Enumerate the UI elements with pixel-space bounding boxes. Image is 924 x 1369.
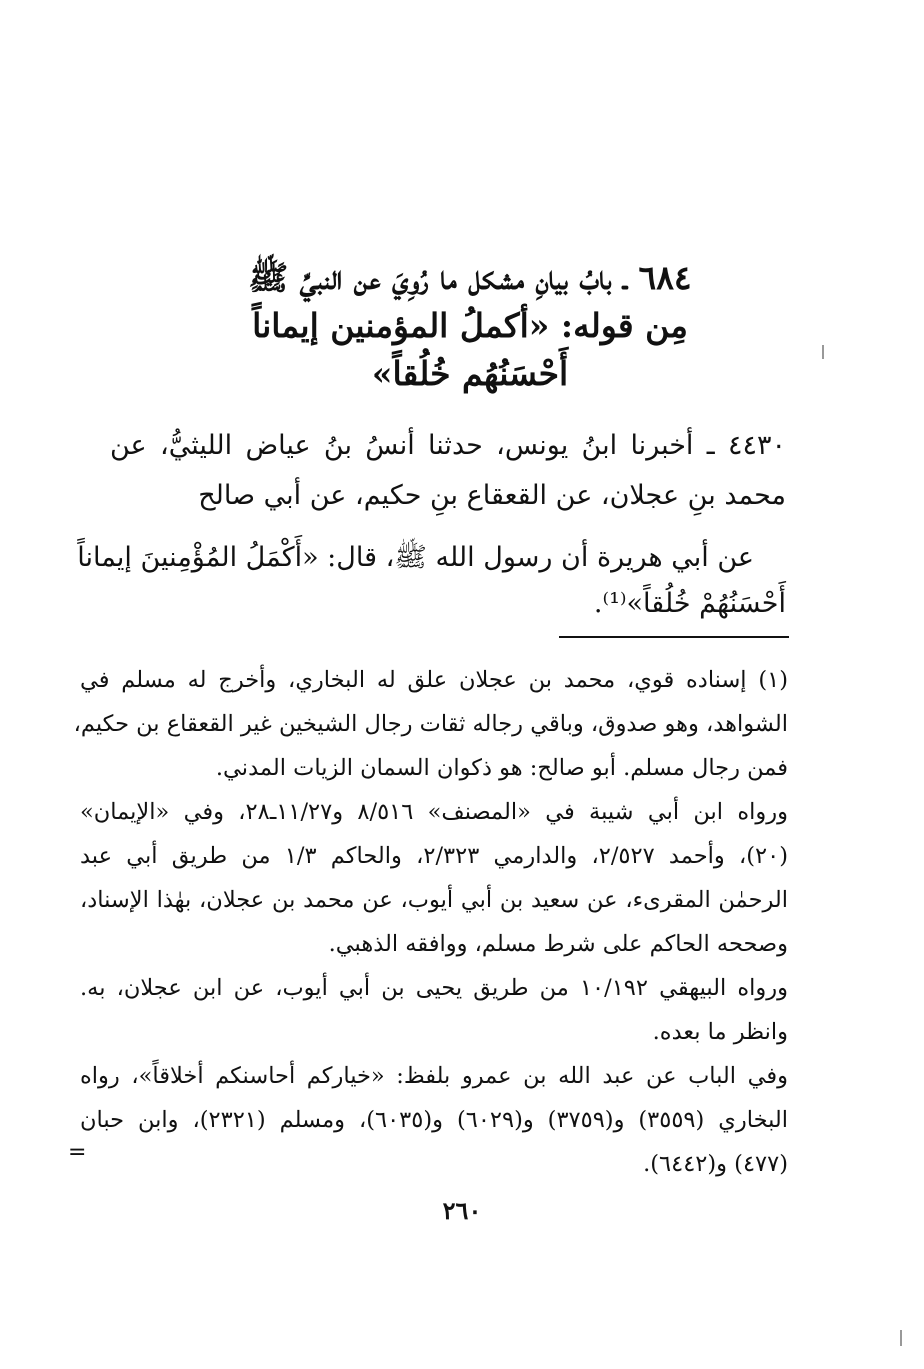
- chapter-heading: [100, 254, 840, 398]
- footnote-line: وانظر ما بعده.: [652, 1019, 788, 1045]
- footnote-line: (٢٠)، وأحمد ٢/٥٢٧، والدارمي ٢/٣٢٣، والحاكم ١/٣ من طريق أبي عبد: [80, 843, 788, 869]
- continuation-mark: =: [68, 1140, 87, 1165]
- scan-artifact: [900, 1330, 902, 1346]
- chapter-heading-line-1: ٦٨٤ ـ بابُ بيانِ مشكل ما رُوِيَ عن النبيِّ ﷺ: [248, 258, 692, 297]
- chapter-heading-line-2: مِن قوله: «أكملُ المؤمنين إيماناً: [252, 306, 688, 345]
- footnote-paragraph-2: [80, 790, 788, 966]
- footnote-line: ورواه ابن أبي شيبة في «المصنف» ٨/٥١٦ و١١/٢٧ـ٢٨، وفي «الإيمان»: [80, 799, 788, 825]
- footnote-paragraph-4: [80, 1054, 788, 1186]
- footnote-line: البخاري (٣٥٥٩) و(٣٧٥٩) و(٦٠٢٩) و(٦٠٣٥)، ومسلم (٢٣٢١)، وابن حبان: [80, 1107, 788, 1133]
- footnote-paragraph-1: [73, 658, 788, 790]
- footnote-line: ورواه البيهقي ١٠/١٩٢ من طريق يحيى بن أبي أيوب، عن ابن عجلان، به.: [80, 975, 788, 1001]
- footnote-line: الرحمٰن المقرىء، عن سعيد بن أبي أيوب، عن محمد بن عجلان، بهٰذا الإسناد،: [80, 887, 788, 913]
- chapter-heading-line-3: أَحْسَنُهُم خُلُقاً»: [371, 354, 569, 393]
- hadith-line-2: محمد بنِ عجلان، عن القعقاع بنِ حكيم، عن أبي صالح: [198, 480, 786, 511]
- footnote-line: فمن رجال مسلم. أبو صالح: هو ذكوان السمان الزيات المدني.: [215, 755, 788, 781]
- footnote-line: وفي الباب عن عبد الله بن عمرو بلفظ: «خياركم أحاسنكم أخلاقاً»، رواه: [80, 1063, 788, 1089]
- hadith-line-4: أَحْسَنُهُمْ خُلُقاً»⁽¹⁾.: [593, 588, 786, 619]
- footnote-line: (١) إسناده قوي، محمد بن عجلان علق له البخاري، وأخرج له مسلم في: [80, 667, 788, 693]
- page-number: ٢٦٠: [442, 1196, 482, 1225]
- footnote-line: الشواهد، وهو صدوق، وباقي رجاله ثقات رجال الشيخين غير القعقاع بن حكيم،: [73, 711, 788, 737]
- scan-artifact: [822, 345, 824, 359]
- footnote-line: (٤٧٧) و(٦٤٤٢).: [643, 1151, 788, 1177]
- footnote-paragraph-3: [80, 966, 788, 1054]
- hadith-line-3: عن أبي هريرة أن رسول الله ﷺ، قال: «أَكْمَلُ المُؤْمِنينَ إيماناً: [77, 542, 754, 573]
- footnote-line: وصححه الحاكم على شرط مسلم، ووافقه الذهبي.: [328, 931, 788, 957]
- hadith-line-1: ٤٤٣٠ ـ أخبرنا ابنُ يونس، حدثنا أنسُ بنُ عياض الليثيُّ، عن: [110, 430, 786, 461]
- footnote-separator: [559, 636, 789, 638]
